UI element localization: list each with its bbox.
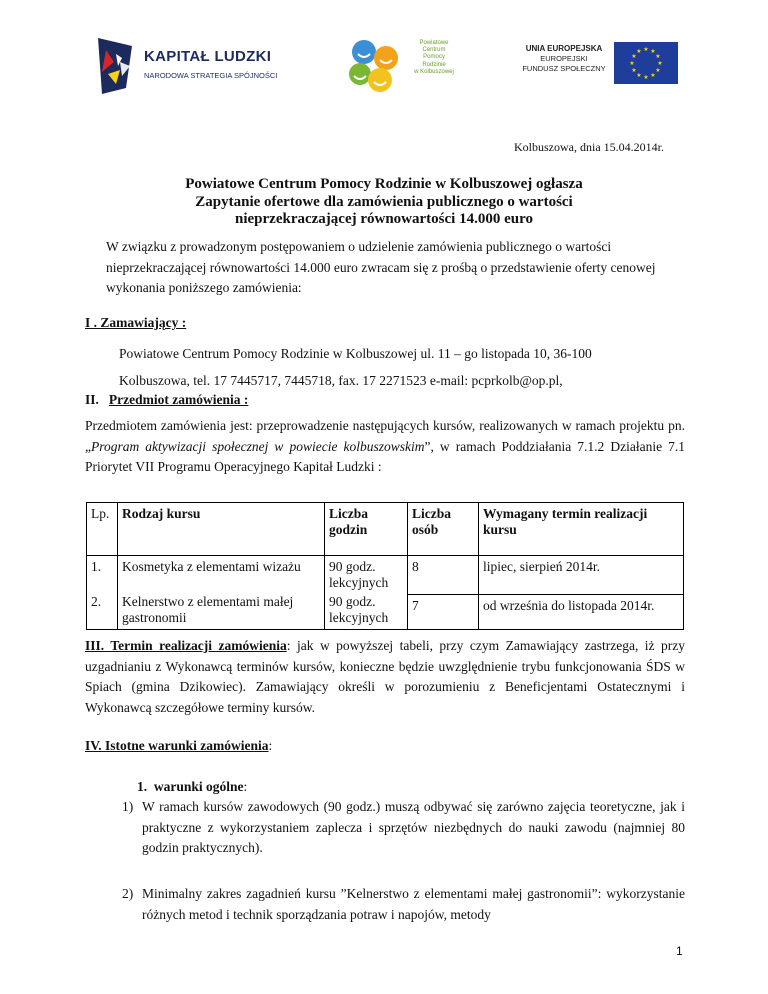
subsection-colon: : xyxy=(243,779,248,794)
document-title xyxy=(110,176,658,229)
header-kind: Rodzaj kursu xyxy=(118,503,325,556)
list-item-number: 1) xyxy=(122,799,134,814)
section-2-heading xyxy=(85,392,248,408)
section-3-paragraph xyxy=(85,636,685,718)
courses-table xyxy=(86,502,684,630)
title-line-2: Zapytanie ofertowe dla zamówienia publicznego o wartości xyxy=(195,193,573,210)
subsection-number: 1. xyxy=(137,779,148,794)
svg-text:★: ★ xyxy=(643,46,649,53)
svg-text:★: ★ xyxy=(631,53,637,60)
svg-text:★: ★ xyxy=(655,67,661,74)
list-item-number: 2) xyxy=(122,886,134,901)
contracting-authority-address xyxy=(119,340,679,394)
subject-paragraph xyxy=(85,416,685,478)
svg-text:★: ★ xyxy=(650,48,656,55)
kapital-ludzki-emblem-icon xyxy=(92,36,140,98)
eu-flag-icon xyxy=(614,42,678,84)
kapital-ludzki-subtitle: NARODOWA STRATEGIA SPÓJNOŚCI xyxy=(144,71,278,80)
subject-text-1: Przedmiotem zamówienia jest: przeprowadzenie następujących kursów, realizowanych w ramach projektu pn. „ xyxy=(85,418,685,454)
subject-text-2: ”, w ramach Poddziałania 7.1.2 Działanie 7.1 Priorytet VII Programu Operacyjnego Kapitał Ludzki : xyxy=(85,438,685,474)
eu-line-2: EUROPEJSKI xyxy=(540,54,588,63)
section-3-heading: III. Termin realizacji zamówienia xyxy=(85,638,287,653)
page-number: 1 xyxy=(676,944,683,958)
title-line-3: nieprzekraczającej równowartości 14.000 euro xyxy=(235,211,533,227)
header-hours: Liczba godzin xyxy=(325,503,408,556)
pcpr-logo-text xyxy=(406,40,462,76)
document-date: Kolbuszowa, dnia 15.04.2014r. xyxy=(514,140,664,154)
pcpr-line: w Kolbuszowej xyxy=(414,68,454,75)
pcpr-line: Pomocy xyxy=(423,54,445,61)
address-line-1: Powiatowe Centrum Pomocy Rodzinie w Kolbuszowej ul. 11 – go listopada 10, 36-100 xyxy=(119,346,592,361)
table-row xyxy=(87,556,684,595)
cell-term: od września do listopada 2014r. xyxy=(479,594,684,630)
svg-text:★: ★ xyxy=(636,48,642,55)
eu-line-1: UNIA EUROPEJSKA xyxy=(525,44,603,53)
header-people: Liczba osób xyxy=(408,503,479,556)
cell-term: lipiec, sierpień 2014r. xyxy=(479,556,684,595)
pcpr-faces-icon xyxy=(346,38,408,94)
kapital-ludzki-title: KAPITAŁ LUDZKI xyxy=(144,48,272,65)
svg-text:★: ★ xyxy=(657,60,663,67)
table-header-row xyxy=(87,503,684,556)
list-item-text: Minimalny zakres zagadnień kursu ”Kelnerstwo z elementami małej gastronomii”: wykorzystanie różnych metod i technik sporządzania potraw i napojów, metody xyxy=(142,886,685,922)
pcpr-line: Powiatowe xyxy=(419,40,449,46)
section-4-heading xyxy=(85,738,272,754)
svg-text:★: ★ xyxy=(655,53,661,60)
list-item-text: W ramach kursów zawodowych (90 godz.) muszą odbywać się zarówno zajęcia teoretyczne, jak i praktyczne z wykorzystaniem zaplecza i sprzętów niezbędnych do nauki zawodu (najmniej 80 godzin praktycznych). xyxy=(142,799,685,855)
subsection-title: warunki ogólne xyxy=(153,779,244,794)
pcpr-line: Centrum xyxy=(422,47,446,54)
svg-text:★: ★ xyxy=(631,67,637,74)
program-name: Program aktywizacji społecznej w powiecie kolbuszowskim xyxy=(91,438,425,454)
title-line-1: Powiatowe Centrum Pomocy Rodzinie w Kolbuszowej ogłasza xyxy=(185,176,583,192)
address-line-2: Kolbuszowa, tel. 17 7445717, 7445718, fax. 17 2271523 e-mail: pcprkolb@op.pl, xyxy=(119,373,563,388)
cell-kind: Kosmetyka z elementami wizażu xyxy=(118,556,325,595)
cell-lp: 2. xyxy=(87,594,118,630)
list-item xyxy=(122,884,685,925)
cell-hours: 90 godz. lekcyjnych xyxy=(325,556,408,595)
section-2-title: Przedmiot zamówienia : xyxy=(108,392,249,407)
list-item xyxy=(122,797,685,859)
cell-kind: Kelnerstwo z elementami małej gastronomii xyxy=(118,594,325,630)
section-2-number: II. xyxy=(85,392,99,407)
header-term: Wymagany termin realizacji kursu xyxy=(479,503,684,556)
eu-logo-text xyxy=(518,44,610,74)
svg-text:★: ★ xyxy=(643,74,649,81)
svg-text:★: ★ xyxy=(650,72,656,79)
section-3-text: : jak w powyższej tabeli, przy czym Zamawiający zastrzega, iż przy uzgadnianiu z Wykonawcą terminów kursów, konieczne będzie uwzględnienie trybu funkcjonowania ŚDS w Spiach (gmina Dzikowiec). Zamawiający określi w porozumieniu z Beneficjentami Ostatecznymi i Wykonawcą szczegółowe terminy kursów. xyxy=(85,638,686,715)
eu-line-3: FUNDUSZ SPOŁECZNY xyxy=(522,64,606,73)
subsection-general-heading xyxy=(137,779,247,795)
intro-paragraph: W związku z prowadzonym postępowaniem o udzielenie zamówienia publicznego o wartości nieprzekraczającej równowartości 14.000 euro zwracam się z prośbą o przedstawienie oferty cenowej wykonania poniższego zamówienia: xyxy=(106,239,656,295)
section-4-title: IV. Istotne warunki zamówienia xyxy=(85,738,269,753)
header-lp: Lp. xyxy=(87,503,118,556)
cell-hours: 90 godz. lekcyjnych xyxy=(325,594,408,630)
pcpr-line: Rodzinie xyxy=(422,61,446,68)
cell-people: 7 xyxy=(408,594,479,630)
cell-people: 8 xyxy=(408,556,479,595)
eu-logo xyxy=(518,40,688,90)
svg-text:★: ★ xyxy=(629,60,635,67)
svg-text:★: ★ xyxy=(636,72,642,79)
pcpr-logo xyxy=(346,38,458,94)
table-row xyxy=(87,594,684,630)
section-4-colon: : xyxy=(268,738,273,753)
cell-lp: 1. xyxy=(87,556,118,595)
section-1-heading: I . Zamawiający : xyxy=(85,315,187,330)
kapital-ludzki-logo xyxy=(92,36,292,98)
